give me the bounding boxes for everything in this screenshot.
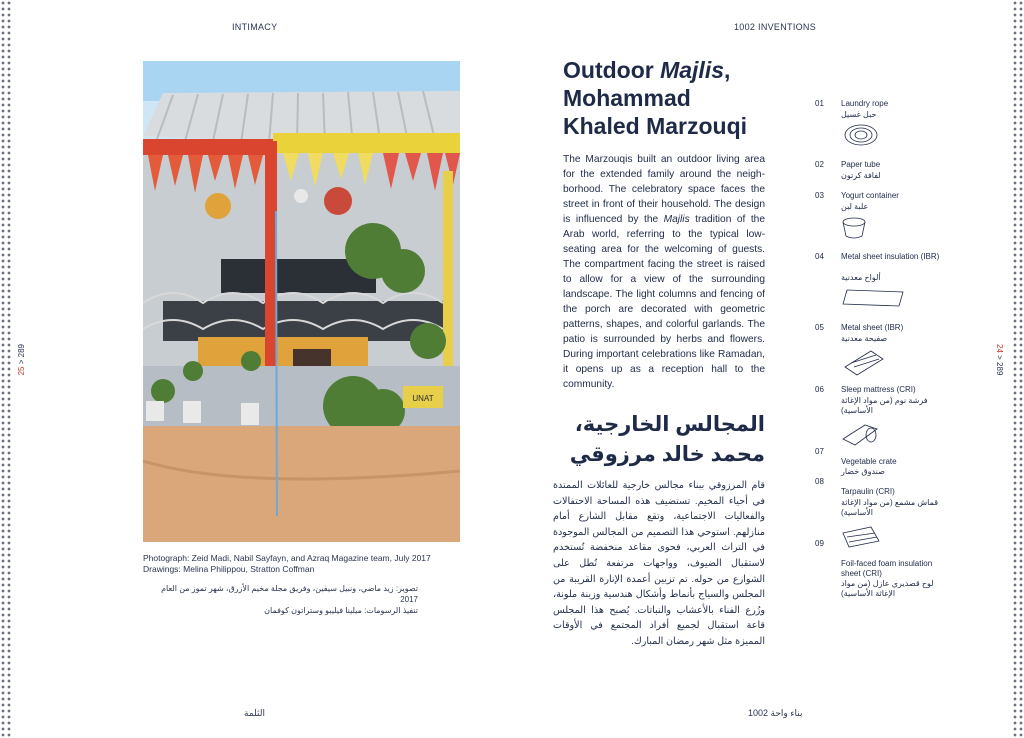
running-footer-right: بناء واحة 1002 bbox=[748, 708, 803, 718]
metal-sheet-insulation-icon bbox=[841, 286, 907, 310]
yogurt-container-icon bbox=[841, 216, 867, 240]
caption-en-line2: Drawings: Melina Philippou, Stratton Coffman bbox=[143, 564, 315, 574]
running-header-right: 1002 INVENTIONS bbox=[734, 22, 817, 32]
tarpaulin-icon bbox=[841, 525, 881, 551]
metal-sheet-icon bbox=[841, 347, 887, 379]
decorative-border-right bbox=[1012, 0, 1024, 738]
page-number-left-red: 25 bbox=[17, 366, 26, 376]
title-majlis: Majlis bbox=[660, 57, 725, 83]
decorative-border-left bbox=[0, 0, 12, 738]
page-number-right bbox=[995, 344, 1004, 375]
title-line1: Outdoor Majlis, bbox=[563, 57, 731, 83]
title-ar-line1: المجالس الخارجية، bbox=[574, 413, 765, 436]
sleep-mattress-icon bbox=[841, 421, 881, 447]
caption-ar-line1: تصوير: زيد ماضي، ونبيل سيفين، وفريق مجلة مخيم الأزرق، شهر تموز من العام 2017 bbox=[161, 584, 418, 604]
article-title-ar bbox=[563, 410, 765, 470]
caption-en-line1: Photograph: Zeid Madi, Nabil Sayfayn, and Azraq Magazine team, July 2017 bbox=[143, 553, 431, 563]
article-body-en: The Marzouqis built an outdoor living area for the extended family around the neighborhood. The celebratory space faces the street in front of their household. The design is influenced by the Majlis tradition of the Arab world, referring to the typical low-seating area for the welcoming of guests. The compartment facing the street is raised to allow for a view of the surrounding landscape. The light columns and fencing of the porch are decorated with geometric patterns, shapes, and colorful garlands. The patio is surrounded by herbs and flowers. During important celebrations like Ramadan, it opens up as a reception hall to the community. bbox=[563, 154, 765, 390]
running-footer-left: الثلمة bbox=[244, 708, 265, 718]
article-title bbox=[563, 56, 783, 140]
title-line3: Khaled Marzouqi bbox=[563, 113, 748, 139]
photo-caption-ar bbox=[143, 583, 418, 616]
majlis-photo bbox=[143, 61, 460, 542]
title-ar-line2: محمد خالد مرزوقي bbox=[569, 443, 765, 466]
page-number-right-total: 289 bbox=[995, 362, 1004, 376]
caption-ar-line2: تنفيذ الرسومات: ميلينا فيليبو وستراتون كوفمان bbox=[264, 606, 418, 615]
article-body-ar: قام المرزوقي ببناء مجالس خارجية للعائلات الممتدة في أحياء المخيم. تستضيف هذه المساحة الاحتفالات والفعاليات الاجتماعية، وتقع مقابل الشارع أمام منازلهم. استوحي هذا التصميم من المجالس الموجودة في التراث العربي، فحوى مقاعد منخفضة تُستخدم لاستقبال الضيوف، وواجهات مرتفعة تُطل على الشوارع من حوله. تم تزيين أعمدة الإنارة القريبة من المجلس والسياج بأنماط وأشكال هندسية وزينة ملونة، وزُرع الفناء بالأعشاب والنباتات. يُصبح هذا المجلس قاعة استقبال لجميع أفراد المجتمع في الأوقات المميزة مثل شهر رمضان المبارك. bbox=[553, 480, 765, 647]
page-number-left-total: 289 bbox=[17, 344, 26, 358]
photo-caption-en bbox=[143, 553, 463, 575]
title-line2: Mohammad bbox=[563, 85, 691, 111]
photo-sign-text: UNAT bbox=[412, 394, 434, 403]
page-number-left-arrow: > bbox=[17, 359, 26, 365]
laundry-rope-icon bbox=[841, 121, 881, 149]
page-number-left bbox=[17, 344, 26, 375]
page-number-right-arrow: > bbox=[995, 355, 1004, 360]
running-header-left: INTIMACY bbox=[232, 22, 278, 32]
page-number-right-red: 24 bbox=[995, 344, 1004, 353]
